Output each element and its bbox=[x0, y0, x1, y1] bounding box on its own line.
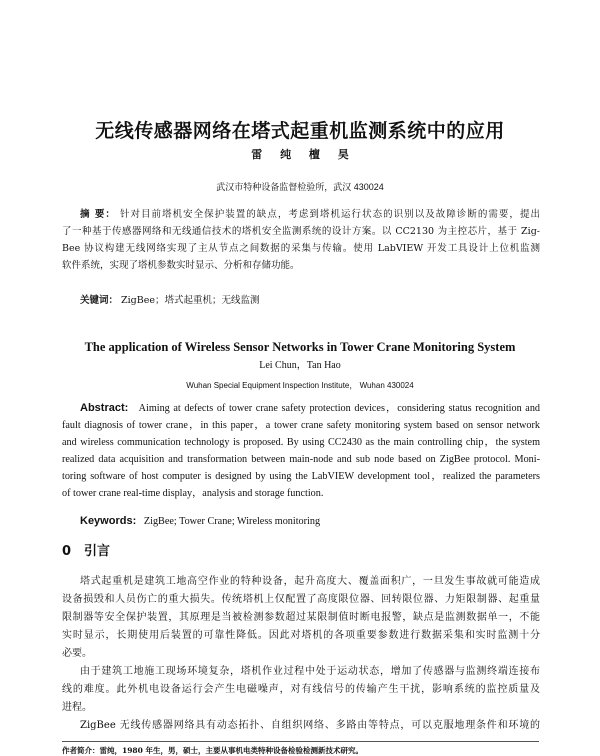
footnote: 作者简介：雷纯，1980 年生，男，硕士，主要从事机电类特种设备检验检测新技术研究。 bbox=[62, 746, 363, 755]
body-line: 实时显示，长期使用后装置的可靠性降低。因此对塔机的各项重要参数进行数据采集和实时监测十分 bbox=[62, 630, 540, 641]
keywords-cn bbox=[80, 292, 540, 309]
section-number: 0 bbox=[62, 544, 72, 559]
abstract-label-cn: 摘 要： bbox=[80, 209, 116, 220]
keywords-label-cn: 关键词： bbox=[80, 295, 119, 306]
abstract-cn-line: Bee 协议构建无线网络实现了主从节点之间数据的采集与传输。使用 LabVIEW 开发工具设计上位机监测 bbox=[62, 243, 540, 254]
keywords-en bbox=[80, 513, 540, 530]
abstract-label-en: Abstract: bbox=[80, 402, 129, 414]
body-line: 塔式起重机是建筑工地高空作业的特种设备，起升高度大、覆盖面积广，一旦发生事故就可能造成 bbox=[80, 576, 540, 587]
body-line: 必要。 bbox=[62, 648, 92, 659]
abstract-en-line: and wireless communication technology is proposed. By using CC2430 as the main controlling chip，the system bbox=[62, 437, 540, 448]
abstract-cn-line: 了一种基于传感器网络和无线通信技术的塔机安全监测系统的设计方案。以 CC2130 为主控芯片，基于 Zig- bbox=[62, 226, 540, 237]
keywords-label-en: Keywords: bbox=[80, 515, 137, 527]
keywords-cn-text: ZigBee；塔式起重机；无线监测 bbox=[121, 295, 260, 306]
abstract-en-line: fault diagnosis of tower crane，in this paper，a tower crane safety monitoring system based on sensor network bbox=[62, 420, 540, 431]
authors-en: Lei Chun，Tan Hao bbox=[259, 360, 341, 371]
abstract-en-line: realized data acquisition and transformation between main-node and sub node based on ZigBee protocol. Moni- bbox=[62, 454, 540, 465]
section-heading bbox=[62, 540, 110, 559]
abstract-cn-line: 软件系统，实现了塔机参数实时显示、分析和存储功能。 bbox=[62, 260, 300, 271]
body-line: 线的难度。此外机电设备运行会产生电磁噪声，对有线信号的传输产生干扰，影响系统的监控质量及 bbox=[62, 684, 540, 695]
paper-title-en: The application of Wireless Sensor Networks in Tower Crane Monitoring System bbox=[84, 340, 516, 354]
abstract-en-line: toring software of host computer is designed by using the LabVIEW development tool，realized the parameters bbox=[62, 471, 540, 482]
section-title: 引言 bbox=[84, 544, 111, 559]
affiliation-cn: 武汉市特种设备监督检验所，武汉 430024 bbox=[216, 182, 384, 192]
body-line: 限制器等安全保护装置，其原理是当被检测参数超过某限制值时断电报警，缺点是监测数据单一，不能 bbox=[62, 612, 540, 623]
body-line: 由于建筑工地施工现场环境复杂，塔机作业过程中处于运动状态，增加了传感器与监测终端连接布 bbox=[80, 666, 540, 677]
keywords-en-text: ZigBee; Tower Crane; Wireless monitoring bbox=[143, 516, 321, 527]
authors-cn: 雷 纯 檀 昊 bbox=[251, 148, 349, 161]
body-line: ZigBee 无线传感器网络具有动态拓扑、自组织网络、多路由等特点，可以克服地理条件和环境的 bbox=[80, 720, 540, 731]
paper-title-cn: 无线传感器网络在塔式起重机监测系统中的应用 bbox=[95, 120, 505, 142]
body-line: 设备损毁和人员伤亡的重大损失。传统塔机上仅配置了高度限位器、回转限位器、力矩限制器、起重量 bbox=[62, 594, 540, 605]
abstract-en-line bbox=[80, 400, 540, 417]
body-line: 进程。 bbox=[62, 702, 92, 713]
abstract-cn-text: 针对目前塔机安全保护装置的缺点，考虑到塔机运行状态的识别以及故障诊断的需要，提出 bbox=[119, 209, 540, 220]
footnote-divider bbox=[62, 741, 539, 742]
affiliation-en: Wuhan Special Equipment Inspection Institute， Wuhan 430024 bbox=[186, 381, 414, 390]
abstract-en-line: of tower crane real-time display，analysis and storage function. bbox=[62, 488, 324, 499]
abstract-en-text: Aiming at defects of tower crane safety protection devices，considering status recognition and bbox=[138, 403, 540, 414]
abstract-cn-line bbox=[80, 206, 540, 223]
